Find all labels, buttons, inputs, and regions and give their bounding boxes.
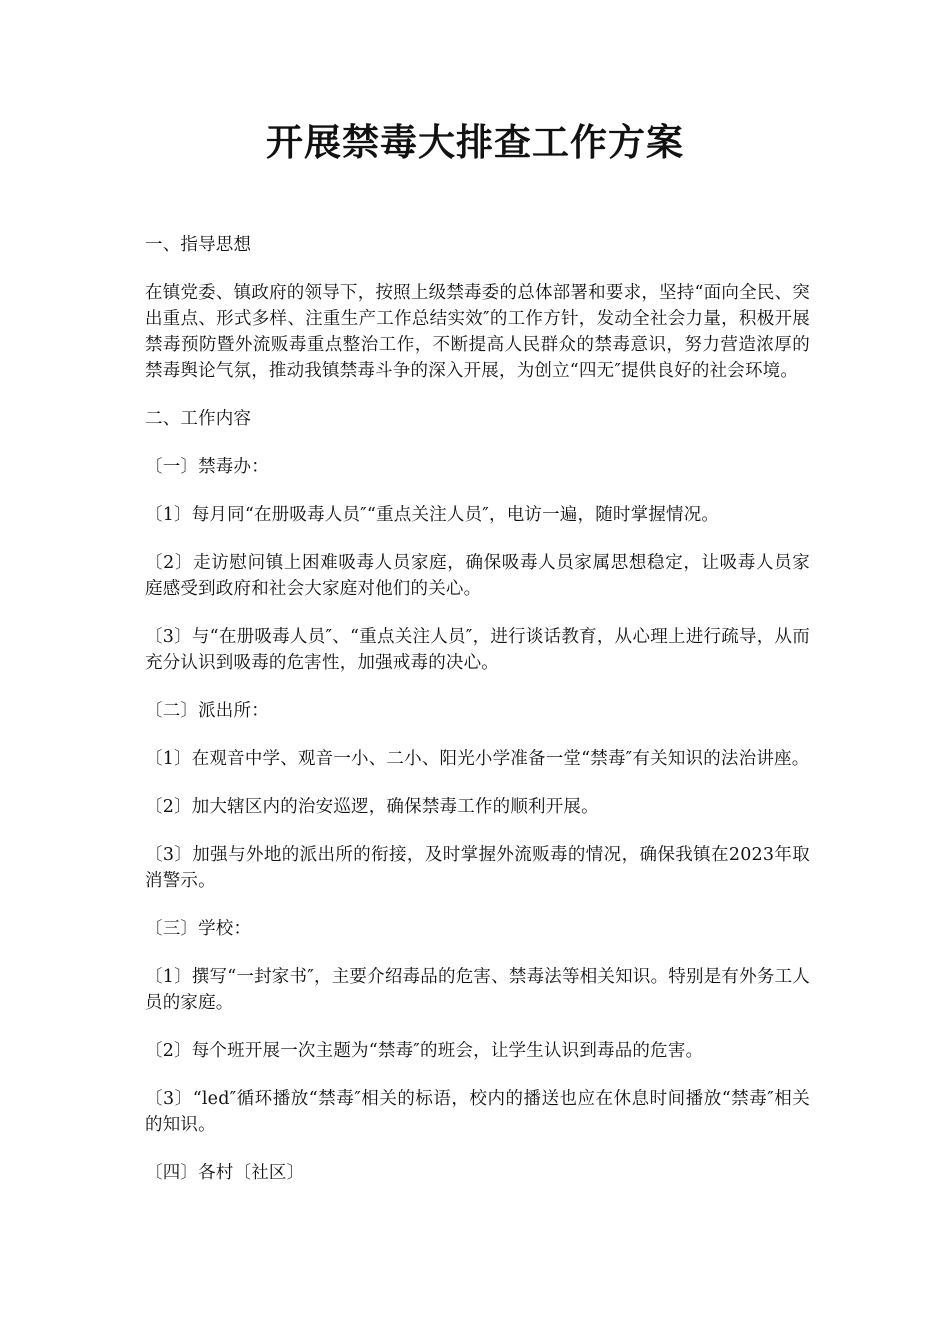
list-item: 〔2〕每个班开展一次主题为“禁毒″的班会，让学生认识到毒品的危害。 — [145, 1041, 704, 1061]
section-heading-guiding-ideology: 一、指导思想 — [145, 235, 252, 255]
list-item: 〔2〕走访慰问镇上困难吸毒人员家庭，确保吸毒人员家属思想稳定，让吸毒人员家庭感受到政府和社会大家庭对他们的关心。 — [145, 553, 810, 599]
subheading-schools: 〔三〕学校： — [145, 919, 252, 939]
paragraph-guiding-ideology: 在镇党委、镇政府的领导下，按照上级禁毒委的总体部署和要求，坚持“面向全民、突出重点、形式多样、注重生产工作总结实效″的工作方针，发动全社会力量，积极开展禁毒预防暨外流贩毒重点整治工作，不断提高人民群众的禁毒意识，努力营造浓厚的禁毒舆论气氛，推动我镇禁毒斗争的深入开展，为创立“四无″提供良好的社会环境。 — [145, 283, 810, 381]
list-item: 〔1〕撰写“一封家书″，主要介绍毒品的危害、禁毒法等相关知识。特别是有外务工人员的家庭。 — [145, 967, 810, 1013]
section-heading-work-content: 二、工作内容 — [145, 409, 252, 429]
list-item: 〔3〕与“在册吸毒人员″、“重点关注人员″，进行谈话教育，从心理上进行疏导，从而充分认识到吸毒的危害性，加强戒毒的决心。 — [145, 627, 810, 673]
document-title: 开展禁毒大排查工作方案 — [266, 120, 684, 164]
list-item: 〔1〕每月同“在册吸毒人员″“重点关注人员″，电访一遍，随时掌握情况。 — [145, 505, 720, 525]
list-item: 〔3〕加强与外地的派出所的衔接，及时掌握外流贩毒的情况，确保我镇在2023年取消警示。 — [145, 845, 810, 891]
list-item: 〔1〕在观音中学、观音一小、二小、阳光小学准备一堂“禁毒″有关知识的法治讲座。 — [145, 749, 810, 769]
subheading-villages: 〔四〕各村〔社区〕 — [145, 1163, 305, 1183]
subheading-anti-drug-office: 〔一〕禁毒办： — [145, 457, 269, 477]
list-item: 〔3〕“led″循环播放“禁毒″相关的标语，校内的播送也应在休息时间播放“禁毒″相关的知识。 — [145, 1089, 810, 1135]
subheading-police-station: 〔二〕派出所： — [145, 701, 269, 721]
document-body — [145, 232, 810, 1208]
list-item: 〔2〕加大辖区内的治安巡逻，确保禁毒工作的顺利开展。 — [145, 797, 599, 817]
